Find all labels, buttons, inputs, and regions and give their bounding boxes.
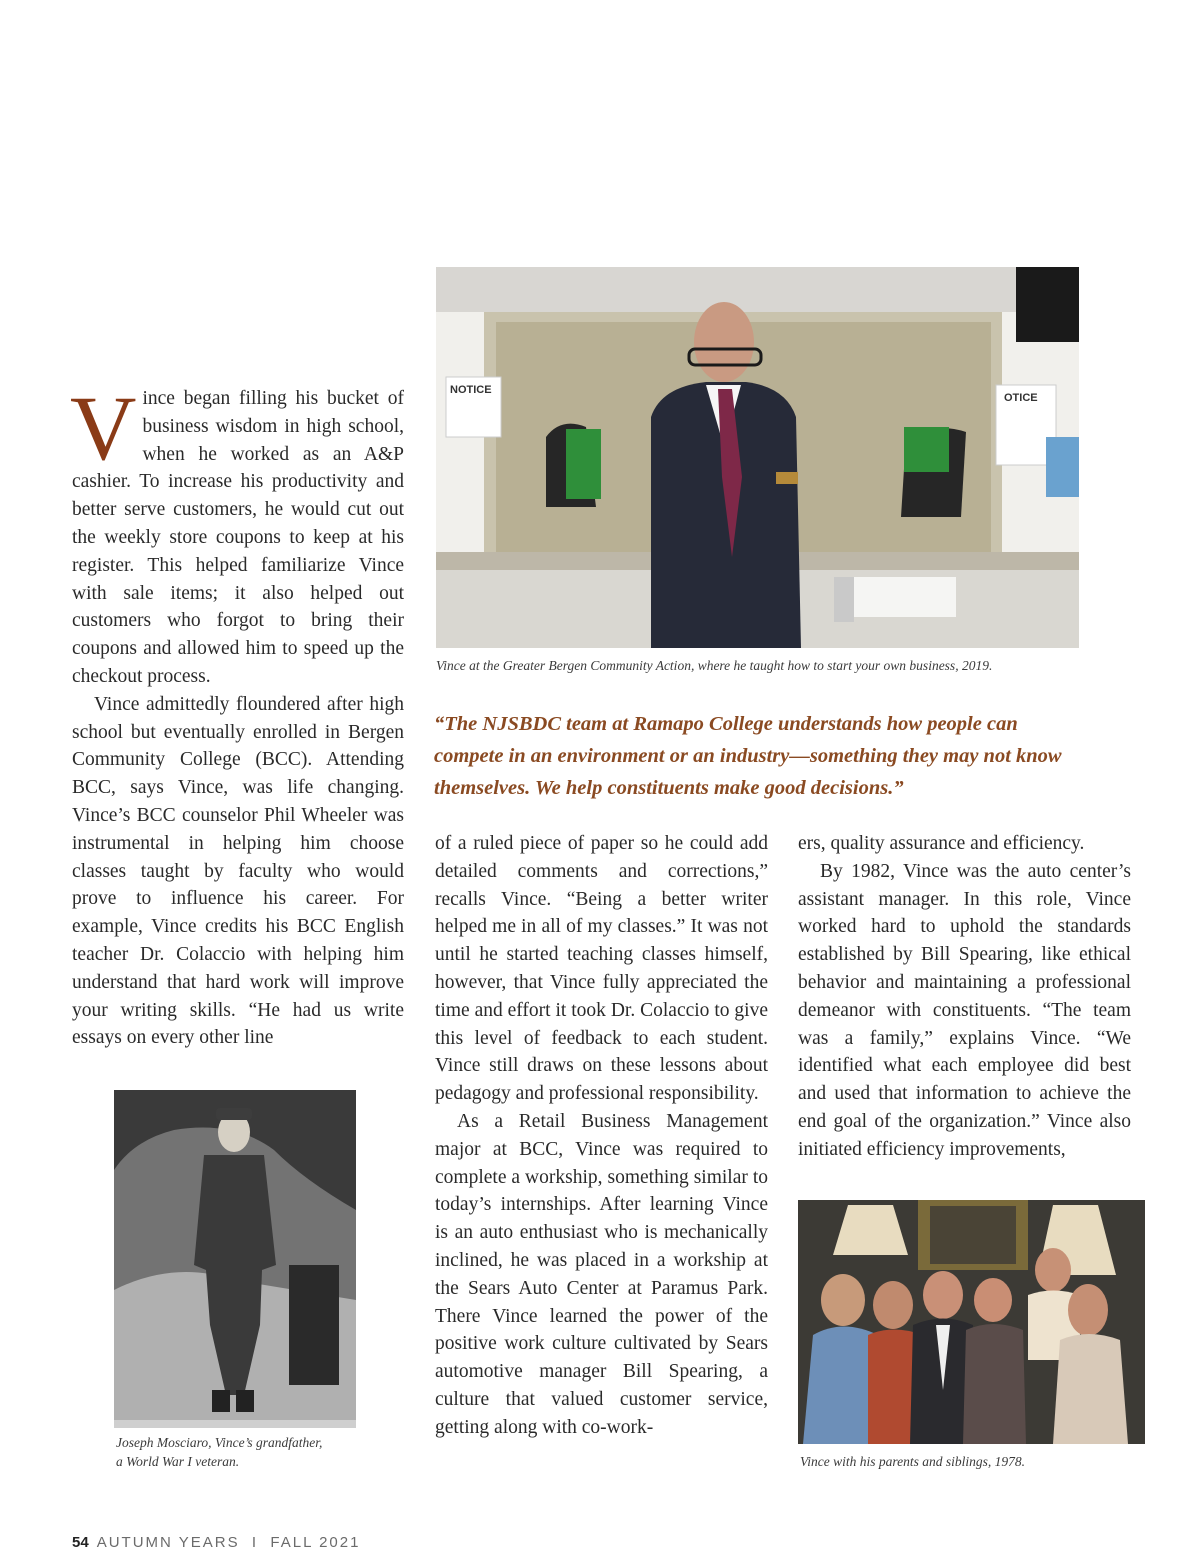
paragraph-text: ince began filling his bucket of business wisdom in high school, when he worked as an A&P cashier. To increase his productivity and better serve customers, he would cut out the weekly store coupons to keep at his register. This helped familiarize Vince with sale items; it also helped out customers who forgot to bring their coupons and allowed him to speed up the checkout process. (72, 388, 404, 687)
family-photo-caption: Vince with his parents and siblings, 1978. (800, 1454, 1025, 1469)
page-footer (72, 1534, 360, 1551)
family-photo-illustration (798, 1200, 1145, 1444)
article-paragraph: of a ruled piece of paper so he could add detailed comments and corrections,” recalls Vince. “Being a better writer helped me in all of my classes.” It was not until he started teaching classes himself, however, that Vince fully appreciated the time and effort it took Dr. Colaccio to give this level of feedback to each student. Vince still draws on these lessons about pedagogy and professional responsibility. (435, 833, 768, 1105)
top-photo (436, 267, 1079, 648)
article-column-3 (798, 830, 1131, 1164)
notice-sign-right: OTICE (1004, 392, 1038, 404)
top-photo-illustration (436, 267, 1079, 648)
article-paragraph (70, 377, 404, 691)
article-column-2 (435, 830, 768, 1442)
grandfather-photo-caption (116, 1433, 376, 1471)
article-paragraph: Vince admittedly floundered after high school but eventually enrolled in Bergen Community College (BCC). Attending BCC, says Vince, was life changing. Vince’s BCC counselor Phil Wheeler was instrumental in helping him choose classes taught by faculty who would prove to influence his career. For example, Vince credits his BCC English teacher Dr. Colaccio with helping him understand that hard work will improve your writing skills. “He had us write essays on every other line (72, 693, 404, 1049)
grandfather-photo (114, 1090, 356, 1428)
grandfather-photo-illustration (114, 1090, 356, 1428)
page-number: 54 (72, 1534, 89, 1551)
article-paragraph: ers, quality assurance and efficiency. (798, 833, 1085, 854)
top-photo-caption: Vince at the Greater Bergen Community Action, where he taught how to start your own business, 2019. (436, 658, 993, 673)
article-paragraph: By 1982, Vince was the auto center’s assistant manager. In this role, Vince worked hard to uphold the standards established by Bill Spearing, like ethical behavior and maintaining a professional demeanor with constituents. “The team was a family,” explains Vince. “We identified what each employee did best and used that information to achieve the end goal of the organization.” Vince also initiated efficiency improvements, (798, 860, 1131, 1160)
article-paragraph: As a Retail Business Management major at BCC, Vince was required to complete a workship, something similar to today’s internships. After learning Vince is an auto enthusiast who is mechanically inclined, he was placed in a workship at the Sears Auto Center at Paramus Park. There Vince learned the power of the positive work culture cultivated by Sears automotive manager Bill Spearing, a culture that valued customer service, getting along with co-work- (435, 1110, 768, 1438)
article-column-1 (70, 377, 404, 1052)
caption-line: a World War I veteran. (116, 1454, 240, 1469)
publication-line: AUTUMN YEARS I FALL 2021 (96, 1534, 361, 1551)
caption-line: Joseph Mosciaro, Vince’s grandfather, (116, 1435, 323, 1450)
drop-cap: V (70, 377, 137, 479)
notice-sign-left: NOTICE (450, 384, 492, 396)
pull-quote: “The NJSBDC team at Ramapo College understands how people can compete in an environment or an industry—something they may not know themselves. We help constituents make good decisions.” (434, 713, 1062, 799)
family-photo (798, 1200, 1145, 1444)
